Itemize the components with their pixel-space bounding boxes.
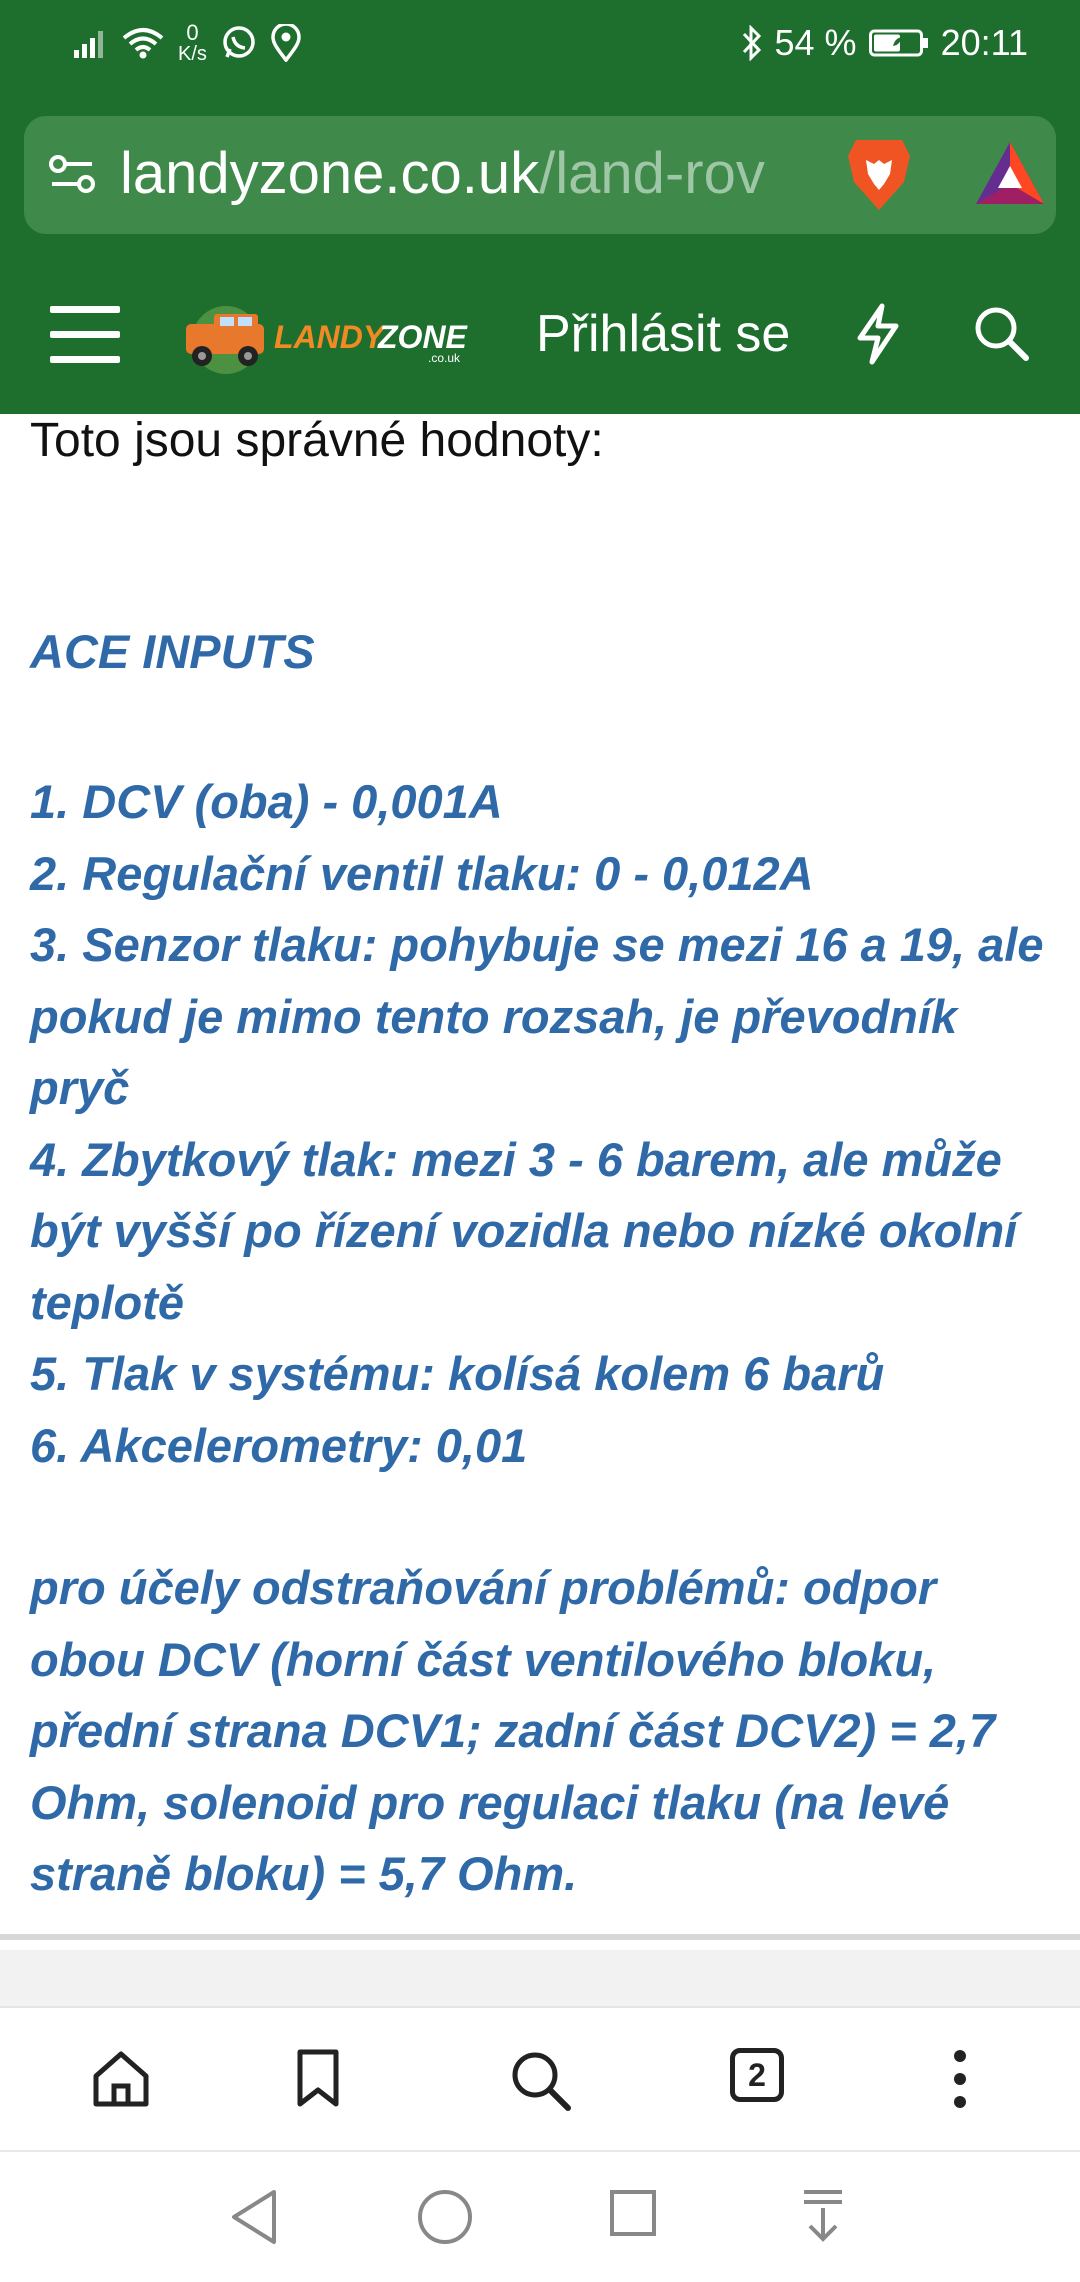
url-path: /land-rov xyxy=(539,141,765,206)
url-domain: landyzone.co.uk xyxy=(120,141,540,206)
list-item: 3. Senzor tlaku: pohybuje se mezi 16 a 19, ale pokud je mimo tento rozsah, je převodník pryč xyxy=(30,918,1044,1114)
search-icon[interactable] xyxy=(970,302,1032,364)
notification-pull-icon[interactable] xyxy=(800,2188,846,2244)
wifi-icon xyxy=(122,26,164,60)
system-nav-bar xyxy=(0,2150,1080,2282)
status-bar xyxy=(0,0,1080,96)
network-speed-value: 0 xyxy=(186,20,199,45)
svg-text:.co.uk: .co.uk xyxy=(428,351,461,365)
signal-icon xyxy=(74,28,108,58)
svg-text:LANDY: LANDY xyxy=(274,319,385,355)
site-app-bar xyxy=(0,250,1080,414)
troubleshooting-note: pro účely odstraňování problémů: odpor obou DCV (horní část ventilového bloku, přední strana DCV1; zadní část DCV2) = 2,7 Ohm, solenoid pro regulaci tlaku (na levé straně bloku) = 5,7 Ohm. xyxy=(30,1561,996,1900)
intro-text: Toto jsou správné hodnoty: xyxy=(30,414,604,467)
list-item: 1. DCV (oba) - 0,001A xyxy=(30,775,503,828)
more-icon[interactable] xyxy=(946,2048,974,2110)
tabs-button[interactable] xyxy=(730,2048,784,2102)
bat-rewards-icon[interactable] xyxy=(974,140,1046,208)
url-text[interactable] xyxy=(120,140,810,207)
back-icon[interactable] xyxy=(228,2188,280,2246)
login-link[interactable]: Přihlásit se xyxy=(536,305,791,363)
recents-icon[interactable] xyxy=(608,2188,658,2238)
ace-inputs-heading: ACE INPUTS xyxy=(30,625,315,678)
browser-header xyxy=(0,0,1080,414)
site-settings-icon[interactable] xyxy=(46,148,98,200)
bookmark-icon[interactable] xyxy=(294,2048,342,2110)
battery-icon xyxy=(869,28,929,58)
next-post-header xyxy=(0,1950,1080,2006)
list-item: 2. Regulační ventil tlaku: 0 - 0,012A xyxy=(30,846,814,900)
location-icon xyxy=(271,24,301,62)
clock: 20:11 xyxy=(940,22,1028,63)
brave-shields-icon[interactable] xyxy=(844,134,914,214)
network-speed-unit: K/s xyxy=(178,43,207,65)
list-item: 6. Akcelerometry: 0,01 xyxy=(30,1418,528,1472)
whatsapp-icon xyxy=(221,25,257,61)
values-list xyxy=(30,766,1060,1481)
bluetooth-icon xyxy=(741,25,763,61)
search-icon[interactable] xyxy=(508,2048,574,2114)
url-bar[interactable] xyxy=(24,116,1056,234)
home-circle-icon[interactable] xyxy=(416,2188,474,2246)
home-icon[interactable] xyxy=(90,2048,152,2110)
lightning-icon[interactable] xyxy=(852,302,904,366)
list-item: 5. Tlak v systému: kolísá kolem 6 barů xyxy=(30,1347,885,1400)
landyzone-logo[interactable] xyxy=(178,294,478,380)
browser-toolbar xyxy=(0,2006,1080,2150)
battery-percent: 54 % xyxy=(774,22,857,63)
list-item: 4. Zbytkový tlak: mezi 3 - 6 barem, ale může být vyšší po řízení vozidla nebo nízké okolní teplotě xyxy=(30,1132,1018,1329)
hamburger-menu-icon[interactable] xyxy=(50,306,120,364)
network-speed xyxy=(178,22,207,64)
tab-count: 2 xyxy=(748,2056,766,2093)
post-divider xyxy=(0,1934,1080,1940)
svg-text:ZONE: ZONE xyxy=(378,319,467,355)
